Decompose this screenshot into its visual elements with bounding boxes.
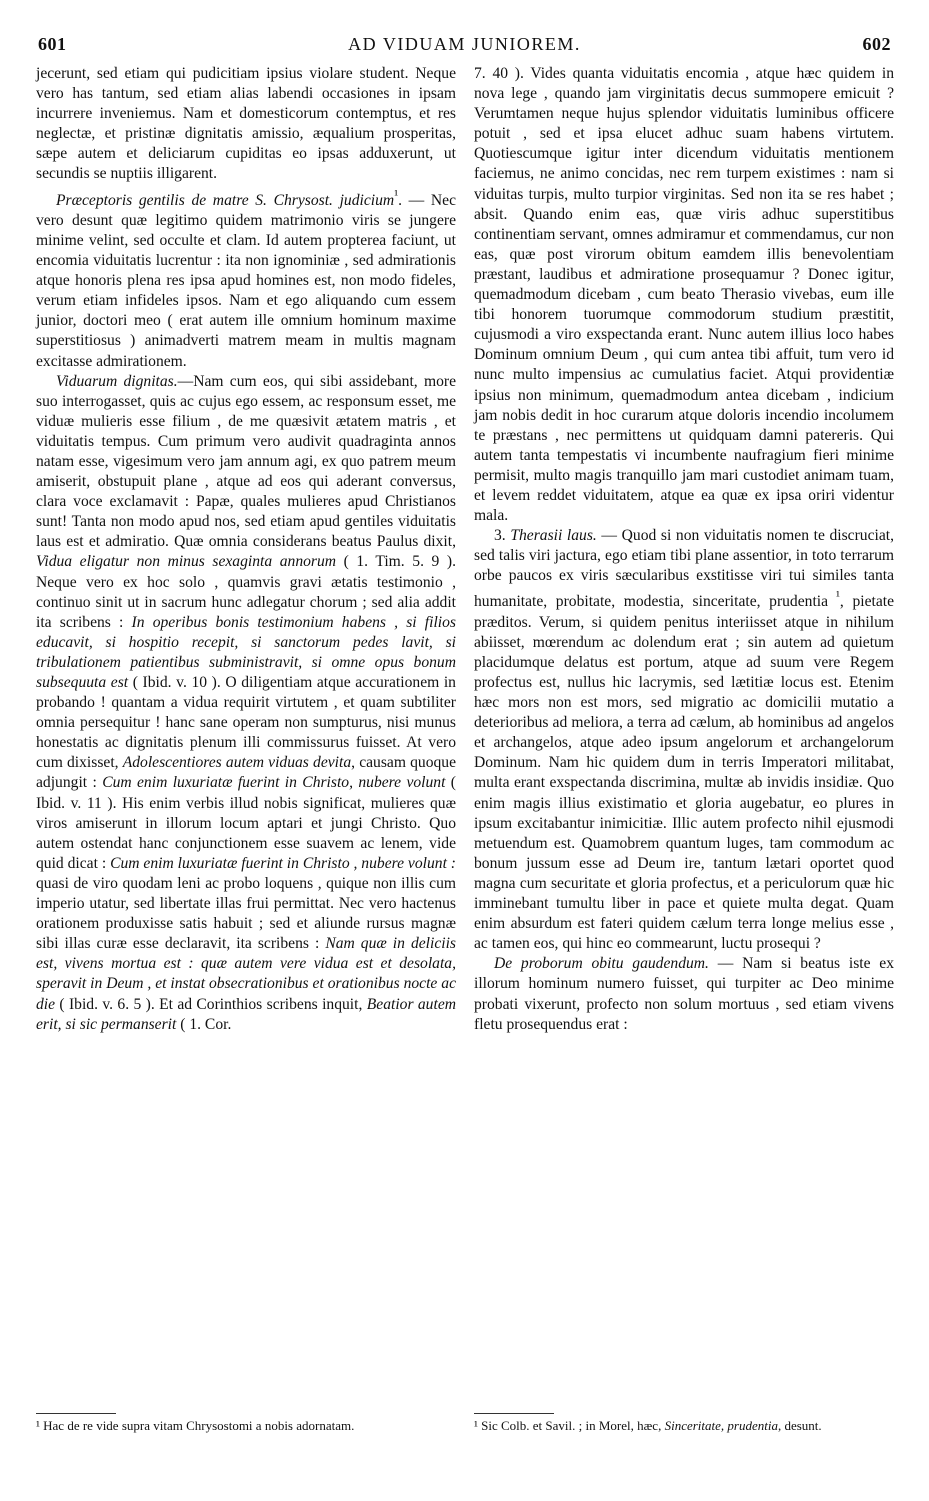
scripture-quote: Adolescentiores autem viduas devita [122, 754, 352, 772]
footnote-mark: ¹ [394, 186, 399, 202]
paragraph-text: ( Ibid. v. 10 ). O diligentiam atque accurationem in probando ! quantam a vidua requirit virtutem , et quam subtiliter omnia persequitur ! hanc sane operam non sumpturus, nisi munus honestatis ac dignitatis plenum illi commissurus fuisset. At vero cum dixisset, [36, 674, 456, 772]
paragraph-text: . — Nec vero desunt quæ legitimo quidem matrimonio viris se jungere minime velint, sed occulte et clam. Id autem propterea faciunt, ut encomia viduitatis lucrentur : ita non ignominiæ , sed admirationis atque honoris plena res ipsa apud homines est, non modo fideles, verum etiam infideles ipsos. Nam et ego aliquando cum essem junior, doctori meo ( erat autem ille omnium hominum maxime superstitiosus ) animadverti matrem meam in multis magnam excitasse admirationem. [36, 191, 456, 370]
page-number-left: 601 [38, 34, 67, 54]
paragraph-text: — Quod si non viduitatis nomen te discruciat, sed talis viri jactura, ego etiam tibi plane assentior, in toto terrarum orbe paucos ex viris sæcularibus exstitisse viri tui similes tanta humanitate, probitate, modestia, sinceritate, prudentia [474, 527, 895, 611]
scripture-quote: Beatior autem erit, si sic permanserit [36, 995, 456, 1033]
section-heading: Præceptoris gentilis de matre S. Chrysost. judicium [56, 191, 395, 209]
paragraph [36, 185, 456, 372]
footnote-left: ¹ Hac de re vide supra vitam Chrysostomi a nobis adornatam. [36, 1418, 355, 1433]
scripture-quote: Cum enim luxuriatæ fuerint in Christo , nubere volunt : [110, 854, 456, 872]
footnote-italic: Sinceritate, prudentia [664, 1418, 778, 1433]
footnote-right [474, 1418, 894, 1435]
paragraph [474, 526, 894, 954]
footnote-text: ¹ Sic Colb. et Savil. ; in Morel, hæc, [474, 1418, 665, 1433]
right-column [474, 64, 894, 1035]
paragraph [474, 64, 894, 526]
section-heading: Therasii laus. [510, 527, 597, 545]
paragraph [474, 954, 894, 1034]
footnote-rule-right [474, 1413, 554, 1414]
footnote-rule-left [36, 1413, 116, 1414]
section-heading: De proborum obitu gaudendum. [494, 955, 709, 973]
section-number: 3. [494, 527, 511, 545]
paragraph-text: ( Ibid. v. 11 ). His enim verbis illud nobis significat, mulieres quæ viros amiserunt in illorum locum aptari et jungi Christo. Quo autem ostendat hanc conjunctionem esse suavem ac lenem, vide quid dicat : [36, 774, 456, 872]
page-number-right: 602 [862, 34, 891, 54]
paragraph-text: 7. 40 ). Vides quanta viduitatis encomia , atque hæc quidem in nova lege , quando jam virginitatis decus summopere emicuit ? Verumtamen neque hujus splendor viduitatis luminibus officere potuit , sed et ipsa elucet adhuc suam habens virtutem. Quotiescumque igitur inter dicendum viduitatis mentionem faciemus, ne animo concidas, nec rem turpem existimes : nam si viduitas turpis, multo turpior virginitas. Sed non ita se res habet ; absit. Quando enim eas, quæ viris adhuc superstitibus continentiam servant, omnes admiramur et commendamus, cur non eas, quæ post virorum obitum eamdem illis benevolentiam præstant, laudibus et admiratione prosequamur ? Donec igitur, quemadmodum dicebam , cum beato Therasio vivebas, eum ille tibi honorem tuorumque commodorum studium præstitit, cujusmodi a viro exspectanda erant. Nunc autem illius loco habes Dominum omnium Deum , qui cum antea tibi affuit, tum vero id nunc multo impensius ac cumulatius faciet. Atqui providentiæ ipsius non minimum, quemadmodum antea dicebam , indicium jam nobis dedit in hoc curarum atque doloris incendio incolumem te præstans , nec permittens ut quidquam damni patereris. Qui autem tanta tempestatis vi incumbente naufragium fieri minime permisit, multo magis tranquillo jam mari custodiet animam tuam, et levem reddet viduitatem, atque ea quæ ex ipsa oriri videntur mala. [474, 65, 894, 525]
paragraph-text: , pietate præditos. Verum, si quidem penitus interiisset atque in nihilum abiisset, mœrendum ac dolendum erat ; sin autem ad quietum placidumque delatus est portum, atque ad suum vere Regem profectus est, nullus hic lacrymis, sed lætitiæ locus est. Etenim hæc mors non est mors, sed migratio ac domicilii mutatio a deterioribus ad meliora, a terra ad cælum, ab hominibus ad angelos et archangelos, atque adeo ipsum angelorum et archangelorum Dominum. Nam hic quidem dum in terris Imperatori militabat, multa erant exspectanda discrimina, multæ ab invidis insidiæ. Quo enim magis illius existimatio et gloria augebatur, eo plures in ipsum excitabantur inimicitiæ. Illic autem profecto nihil ejusmodi metuendum est. Quamobrem quantum luges, tam commodum ac bonum jussum esse ad Deum ire, tantum lætari oportet quod magna cum securitate et gloria profectus, et a periculorum quæ hic imminebant tumultu liber in pace et quiete multa degat. Quam enim absurdum est fateri quidem cælum terra longe melius esse , ac tamen eos, qui hinc eo commearunt, luctu prosequi ? [474, 593, 894, 953]
paragraph-text: ( Ibid. v. 6. 5 ). Et ad Corinthios scribens inquit, [55, 995, 367, 1013]
running-header [36, 34, 893, 60]
scripture-quote: Cum enim luxuriatæ fuerint in Christo, nubere volunt [102, 774, 446, 792]
paragraph-text: ( 1. Cor. [176, 1015, 232, 1033]
paragraph-text: , causam quoque adjungit : [36, 754, 457, 792]
paragraph [36, 64, 456, 185]
section-heading: Viduarum dignitas. [56, 372, 178, 390]
paragraph [36, 372, 456, 1035]
footnote-mark: ¹ [828, 588, 840, 604]
left-column [36, 64, 456, 1035]
paragraph-text: jecerunt, sed etiam qui pudicitiam ipsius violare student. Neque vero has tantum, sed etiam alias labendi occasiones in ipsam incurrere inveniemus. Nam et domesticorum contemptus, et res neglectæ, et pristinæ dignitatis amissio, æqualium prosperitas, sæpe autem et deliciarum cupiditas eo ipsas adduxerunt, ut secundis se nuptiis illigarent. [36, 65, 456, 183]
scripture-quote: Nam quæ in deliciis est, vivens mortua est : quæ autem vere vidua est et desolata, speravit in Deum , et instat obsecrationibus et orationibus nocte ac die [36, 935, 456, 1013]
paragraph-text: ( 1. Tim. 5. 9 ). Neque vero ex hoc solo , quamvis gravi ætatis testimonio , continuo sinit ut in sacrum hunc adlegatur chorum ; sed alia addit ita scribens : [36, 553, 456, 631]
scripture-quote: Vidua eligatur non minus sexaginta annorum [36, 553, 337, 571]
paragraph-text: — Nam si beatus iste ex illorum hominum numero fuisset, qui turpiter ac Deo minime probati vixerunt, profecto non solum mortuus , sed etiam vivens fletu prosequendus erat : [474, 955, 894, 1033]
paragraph-text: —Nam cum eos, qui sibi assidebant, more suo interrogasset, quis ac cujus ego essem, ac responsum esset, me viduæ mulieris esse filium , de me quæsivit ætatem matris , et viduitatis tempus. Cum primum vero audivit quadraginta annos natam esse, vigesimum vero jam annum agi, ex quo patrem meum amiserit, obstupuit plane , atque ad eos qui aderant conversus, clara voce exclamavit : Papæ, quales mulieres apud Christianos sunt! Tanta non modo apud nos, sed etiam apud gentiles viduitatis laus est et admiratio. Quæ omnia considerans beatus Paulus dixit, [36, 372, 456, 551]
footnote-text: , desunt. [777, 1418, 822, 1433]
scripture-quote: In operibus bonis testimonium habens , si filios educavit, si hospitio recepit, si sanctorum pedes lavit, si tribulationem patientibus subministravit, si omne opus bonum subsequuta est [36, 613, 456, 691]
paragraph-text: quasi de viro quodam leni ac probo loquens , quique non illis cum imperio utatur, sed libertate illas frui permittat. Nec vero hactenus orationem produxisse satis habuit ; sed et aliunde rursus magnæ sibi illas curæ esse declaravit, ita scribens : [36, 874, 456, 953]
running-title: AD VIDUAM JUNIOREM. [348, 34, 581, 54]
